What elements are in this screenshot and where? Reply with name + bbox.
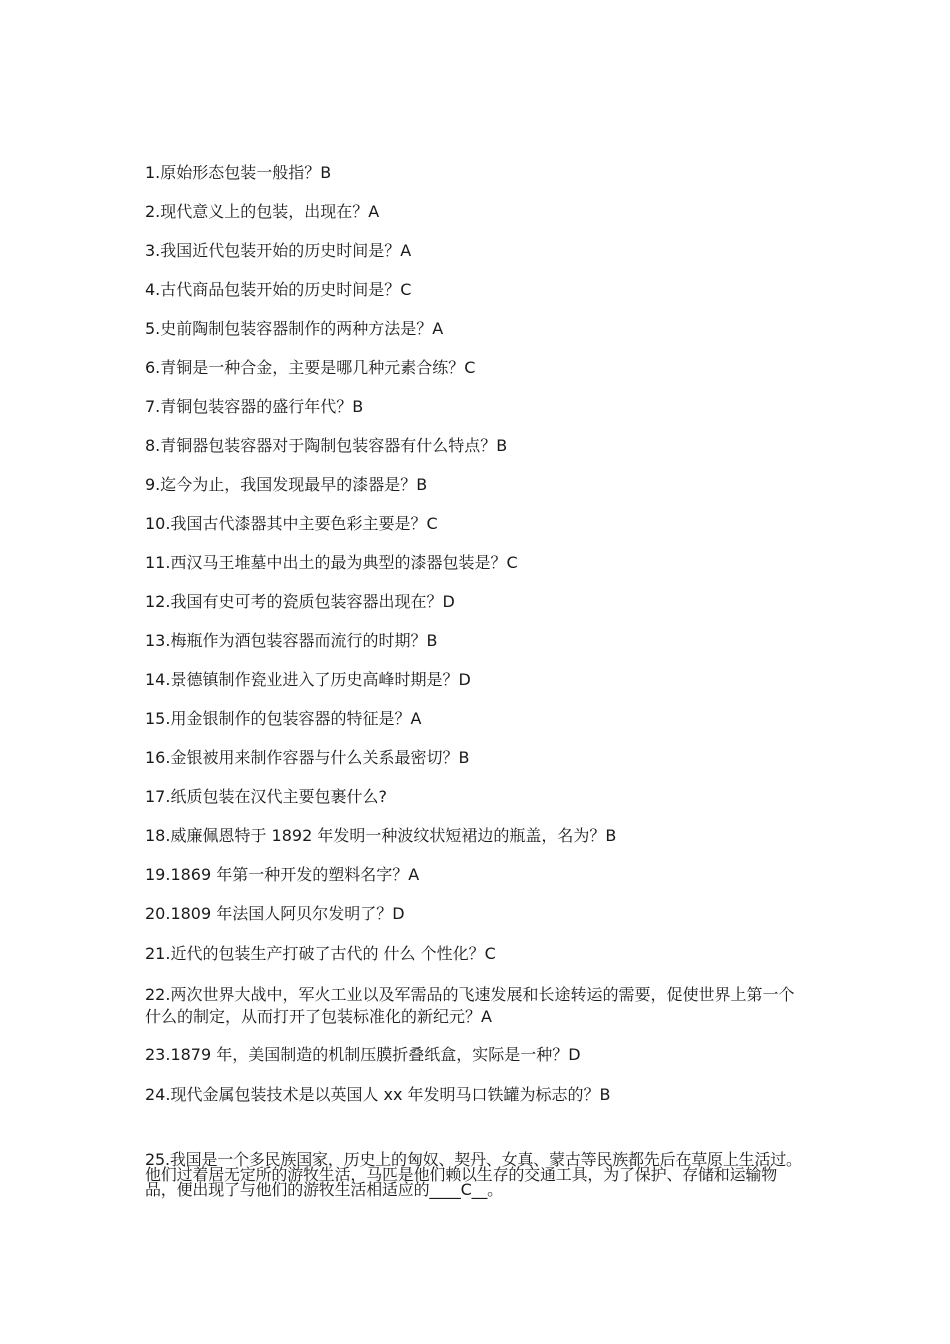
- question-25: [145, 1152, 810, 1197]
- question-25-line-2: 他们过着居无定所的游牧生活，马匹是他们赖以生存的交通工具，为了保护、存储和运输物: [145, 1165, 778, 1184]
- question-25-line-1: 25.我国是一个多民族国家，历史上的匈奴、契丹、女真、蒙古等民族都先后在草原上生活过。: [145, 1150, 802, 1169]
- question-20: 20.1809 年法国人阿贝尔发明了？D: [145, 904, 405, 923]
- question-24: 24.现代金属包装技术是以英国人 xx 年发明马口铁罐为标志的？B: [145, 1085, 611, 1104]
- question-16: 16.金银被用来制作容器与什么关系最密切？B: [145, 748, 470, 767]
- question-5: 5.史前陶制包装容器制作的两种方法是？A: [145, 319, 444, 338]
- question-14: 14.景德镇制作瓷业进入了历史高峰时期是？D: [145, 670, 471, 689]
- question-15: 15.用金银制作的包装容器的特征是？A: [145, 709, 422, 728]
- question-10: 10.我国古代漆器其中主要色彩主要是？C: [145, 514, 438, 533]
- question-25-line-3: 品，便出现了与他们的游牧生活相适应的____C__。: [145, 1180, 503, 1199]
- question-7: 7.青铜包装容器的盛行年代？B: [145, 397, 364, 416]
- question-8: 8.青铜器包装容器对于陶制包装容器有什么特点？B: [145, 436, 508, 455]
- question-1: 1.原始形态包装一般指？B: [145, 163, 332, 182]
- question-9: 9.迄今为止，我国发现最早的漆器是？B: [145, 475, 428, 494]
- question-21: 21.近代的包装生产打破了古代的 什么 个性化？C: [145, 944, 496, 963]
- question-6: 6.青铜是一种合金，主要是哪几种元素合练？C: [145, 358, 476, 377]
- question-3: 3.我国近代包装开始的历史时间是？A: [145, 241, 412, 260]
- question-19: 19.1869 年第一种开发的塑料名字？A: [145, 865, 420, 884]
- question-22: 22.两次世界大战中，军火工业以及军需品的飞速发展和长途转运的需要，促使世界上第一个什么的制定，从而打开了包装标准化的新纪元？A: [145, 985, 795, 1026]
- question-12: 12.我国有史可考的瓷质包装容器出现在？D: [145, 592, 455, 611]
- question-23: 23.1879 年，美国制造的机制压膜折叠纸盒，实际是一种？D: [145, 1045, 581, 1064]
- question-4: 4.古代商品包装开始的历史时间是？C: [145, 280, 412, 299]
- question-13: 13.梅瓶作为酒包装容器而流行的时期？B: [145, 631, 438, 650]
- question-2: 2.现代意义上的包装，出现在？A: [145, 202, 380, 221]
- question-17: 17.纸质包装在汉代主要包裹什么?: [145, 787, 387, 806]
- question-18: 18.威廉佩恩特于 1892 年发明一种波纹状短裙边的瓶盖，名为？B: [145, 826, 617, 845]
- question-11: 11.西汉马王堆墓中出土的最为典型的漆器包装是？C: [145, 553, 518, 572]
